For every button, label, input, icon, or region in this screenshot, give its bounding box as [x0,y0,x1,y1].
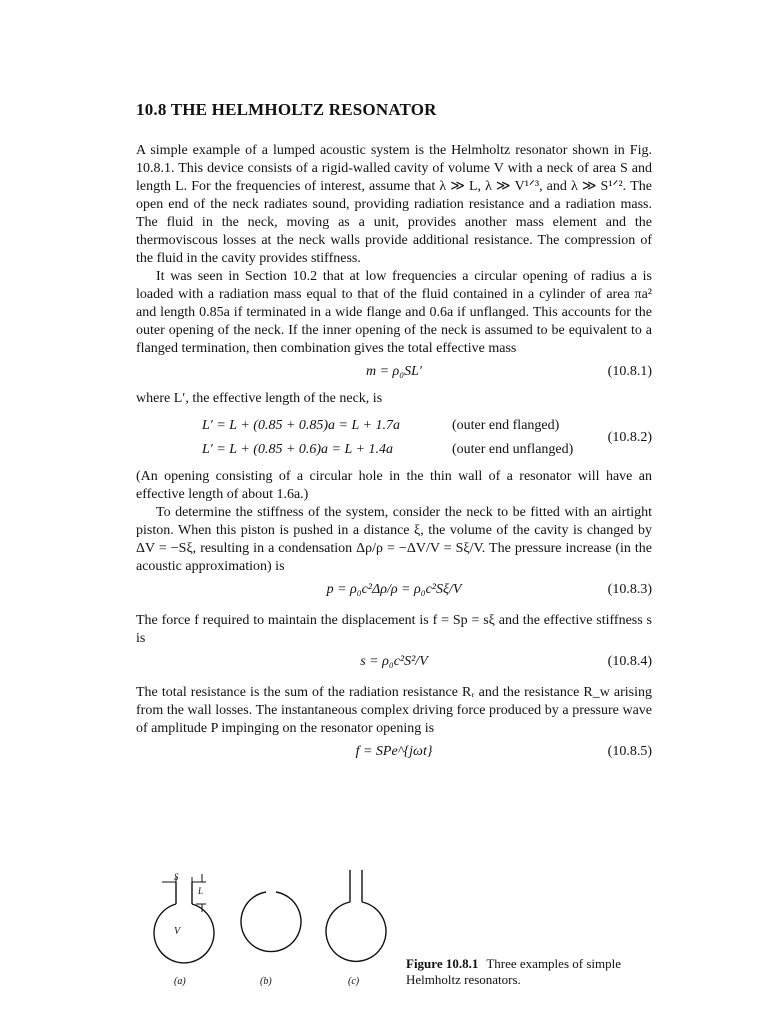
label-b: (b) [260,976,272,987]
equation-10-8-2 [136,408,652,468]
figure-caption-text: Three examples of simple Helmholtz resonators. [406,956,621,987]
equation-note-2: (outer end unflanged) [452,442,574,457]
equation-expr: m = ρ₀SL′ [366,364,422,379]
equation-10-8-1 [136,358,652,386]
figure-caption-number: Figure 10.8.1 [406,956,479,971]
page-content [136,100,652,766]
equation-expr: f = SPe^{jωt} [355,744,433,759]
equation-10-8-4 [136,648,652,676]
paragraph-5: To determine the stiffness of the system, consider the neck to be fitted with an airtight piston. When this piston is pushed in a distance ξ, the volume of the cavity is changed by ΔV = −Sξ, resulting in a condensation Δρ/ρ = −ΔV/V = Sξ/V. The pressure increase (in the acoustic approximation) is [136,505,652,574]
label-s: S [174,872,179,882]
paragraph-4: (An opening consisting of a circular hole in the thin wall of a resonator will have an effective length of about 1.6a.) [136,469,652,502]
label-l: L [198,886,204,896]
equation-number: (10.8.1) [607,364,652,379]
section-title: 10.8 THE HELMHOLTZ RESONATOR [136,100,437,119]
equation-expr: p = ρ₀c²Δρ/ρ = ρ₀c²Sξ/V [326,582,462,597]
equation-number: (10.8.5) [607,744,652,759]
paragraph-7: The total resistance is the sum of the radiation resistance Rᵣ and the resistance R_w arising from the wall losses. The instantaneous complex driving force produced by a pressure wave of amplitude P impinging on the resonator opening is [136,685,652,736]
equation-expr: s = ρ₀c²S²/V [360,654,428,669]
resonator-b [241,892,301,952]
equation-number: (10.8.2) [607,430,652,445]
figure-10-8-1 [136,862,652,1002]
equation-10-8-3 [136,576,652,604]
resonator-c [326,870,386,961]
figure-caption [406,956,656,988]
equation-number: (10.8.4) [607,654,652,669]
paragraph-1: A simple example of a lumped acoustic system is the Helmholtz resonator shown in Fig. 10.8.1. This device consists of a rigid-walled cavity of volume V with a neck of area S and length L. For the frequencies of interest, assume that λ ≫ L, λ ≫ V¹ᐟ³, and λ ≫ S¹ᐟ². The open end of the neck radiates sound, providing radiation resistance and a radiation mass. The fluid in the neck, moving as a unit, provides another mass element and the thermoviscous losses at the neck walls provide additional resistance. The compression of the fluid in the cavity provides stiffness. [136,143,652,266]
equation-line-2: L′ = L + (0.85 + 0.6)a = L + 1.4a [202,442,393,457]
equation-note-1: (outer end flanged) [452,418,560,433]
paragraph-3: where L′, the effective length of the neck, is [136,391,383,406]
equation-line-1: L′ = L + (0.85 + 0.85)a = L + 1.7a [202,418,400,433]
label-v: V [174,926,181,937]
paragraph-2: It was seen in Section 10.2 that at low frequencies a circular opening of radius a is loaded with a radiation mass equal to that of the fluid contained in a cylinder of area πa² and length 0.85a if terminated in a wide flange and 0.6a if unflanged. This accounts for the outer opening of the neck. If the inner opening of the neck is assumed to be equivalent to a flanged termination, then combination gives the total effective mass [136,269,652,356]
paragraph-6: The force f required to maintain the displacement is f = Sp = sξ and the effective stiffness s is [136,613,652,646]
resonator-a [154,874,214,963]
equation-10-8-5 [136,738,652,766]
label-c: (c) [348,976,360,987]
equation-number: (10.8.3) [607,582,652,597]
label-a: (a) [174,976,186,987]
